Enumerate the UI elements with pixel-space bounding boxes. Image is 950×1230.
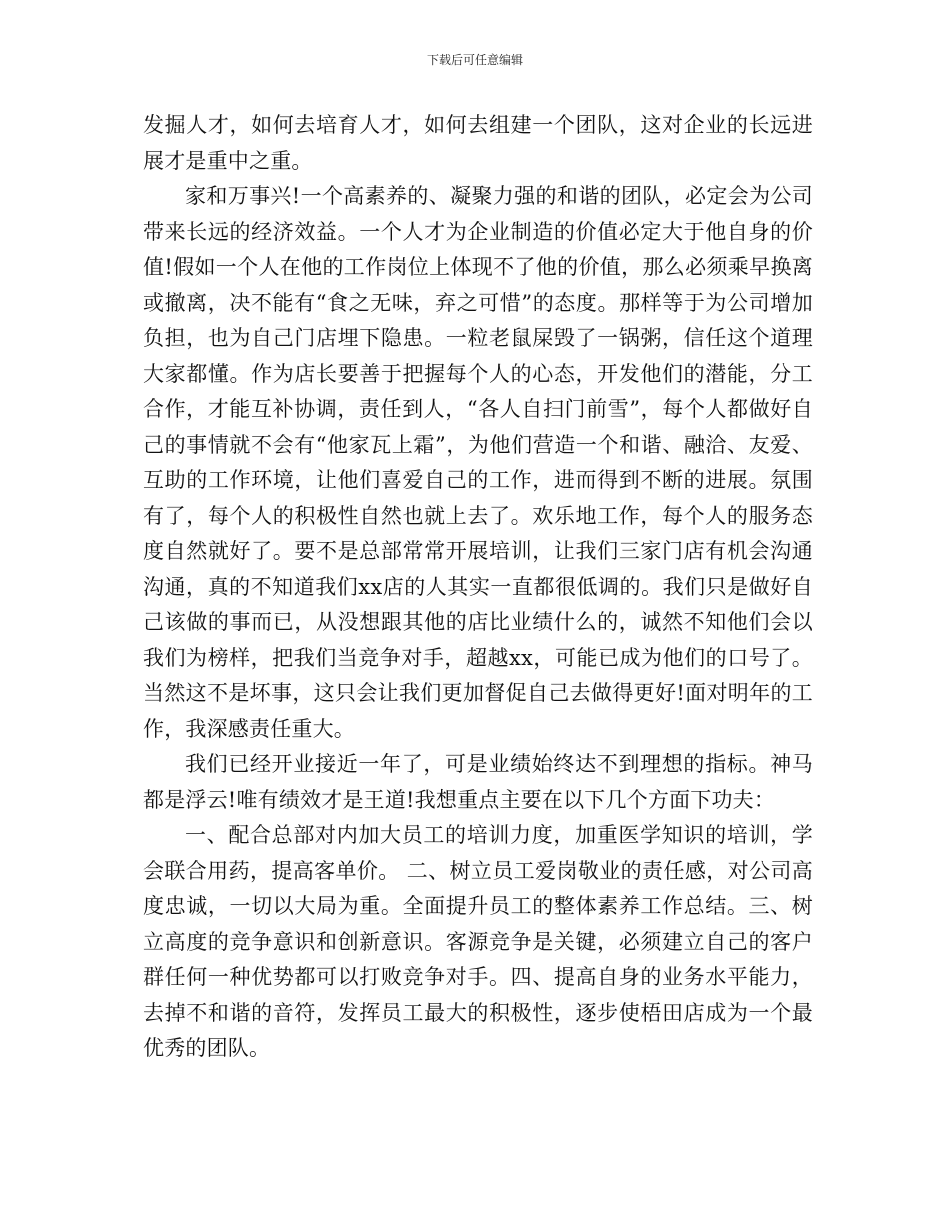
paragraph-2: 家和万事兴!一个高素养的、凝聚力强的和谐的团队，必定会为公司带来长远的经济效益。一个人才为企业制造的价值必定大于他自身的价值!假如一个人在他的工作岗位上体现不了他的价值，那么必须乘早换离或撤离，决不能有“食之无味，弃之可惜”的态度。那样等于为公司增加负担，也为自己门店埋下隐患。一粒老鼠屎毁了一锅粥，信任这个道理大家都懂。作为店长要善于把握每个人的心态，开发他们的潜能，分工合作，才能互补协调，责任到人，“各人自扫门前雪”，每个人都做好自己的事情就不会有“他家瓦上霜”，为他们营造一个和谐、融洽、友爱、互助的工作环境，让他们喜爱自己的工作，进而得到不断的进展。氛围有了，每个人的积极性自然也就上去了。欢乐地工作，每个人的服务态度自然就好了。要不是总部常常开展培训，让我们三家门店有机会沟通沟通，真的不知道我们xx店的人其实一直都很低调的。我们只是做好自己该做的事而已，从没想跟其他的店比业绩什么的，诚然不知他们会以我们为榜样，把我们当竞争对手，超越xx，可能已成为他们的口号了。当然这不是坏事，这只会让我们更加督促自己去做得更好!面对明年的工作，我深感责任重大。 [143,184,813,741]
document-body [143,108,813,1067]
paragraph-3: 我们已经开业接近一年了，可是业绩始终达不到理想的指标。神马都是浮云!唯有绩效才是王道!我想重点主要在以下几个方面下功夫： [143,752,813,812]
paragraph-1: 发掘人才，如何去培育人才，如何去组建一个团队，这对企业的长远进展才是重中之重。 [143,113,813,173]
paragraph-4: 一、配合总部对内加大员工的培训力度，加重医学知识的培训，学会联合用药，提高客单价。 二、树立员工爱岗敬业的责任感，对公司高度忠诚，一切以大局为重。全面提升员工的整体素养工作总结。三、树立高度的竞争意识和创新意识。客源竞争是关键，必须建立自己的客户群任何一种优势都可以打败竞争对手。四、提高自身的业务水平能力，去掉不和谐的音符，发挥员工最大的积极性，逐步使梧田店成为一个最优秀的团队。 [143,823,813,1060]
page-header: 下载后可任意编辑 [426,53,523,67]
